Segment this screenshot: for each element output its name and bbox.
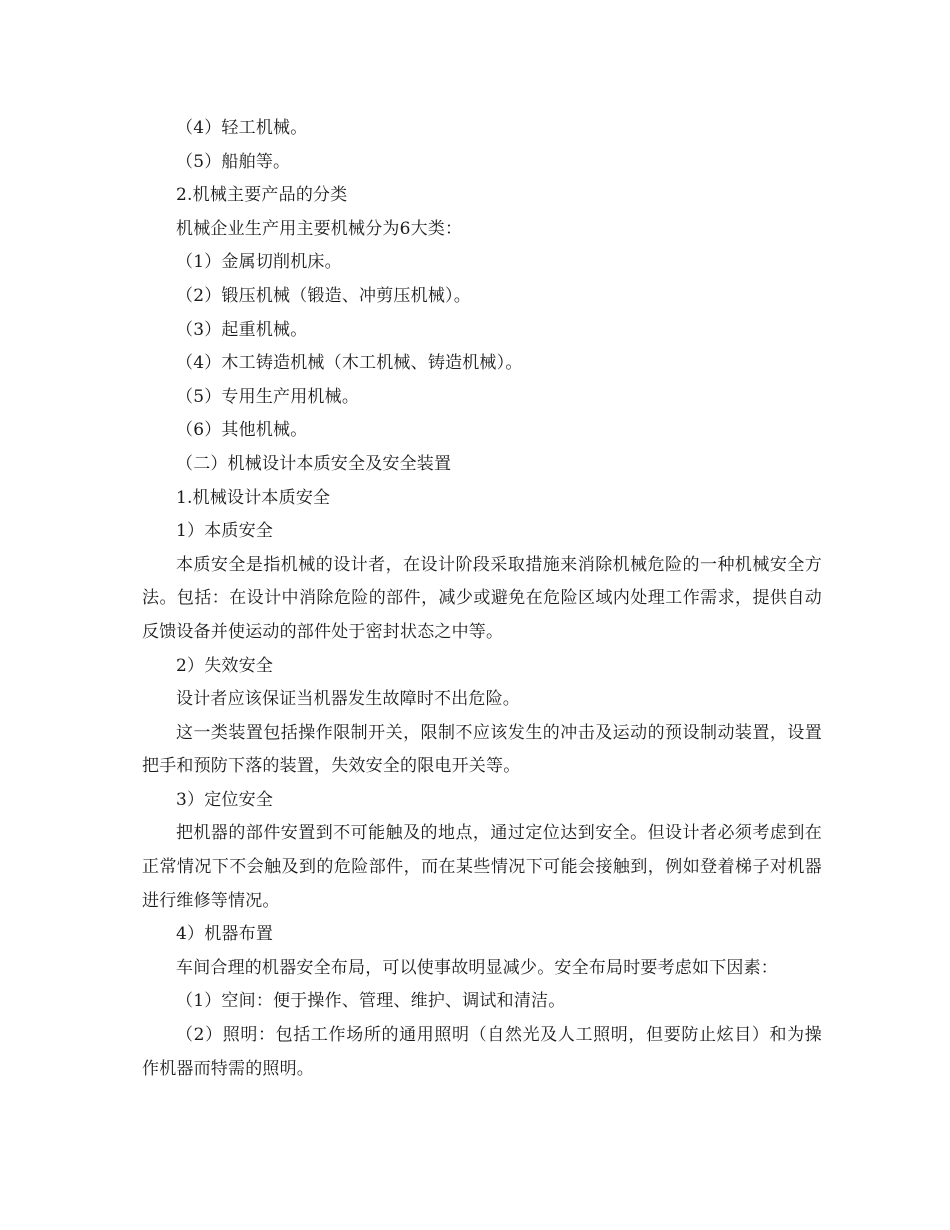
list-item-forging: （2）锻压机械（锻造、冲剪压机械）。	[176, 285, 471, 306]
subsection-heading-intrinsic-safety: 1.机械设计本质安全	[176, 487, 331, 508]
list-item-metal-cutting: （1）金属切削机床。	[176, 252, 342, 273]
paragraph-intrinsic-safety: 本质安全是指机械的设计者，在设计阶段采取措施来消除机械危险的一种机械安全方法。包括：在设计中消除危险的部件，减少或避免在危险区域内处理工作需求，提供自动反馈设备并使运动的部件处于密封状态之中等。	[142, 554, 822, 642]
section-heading-product-classification: 2.机械主要产品的分类	[176, 185, 348, 206]
list-item-lifting: （3）起重机械。	[176, 319, 308, 340]
item-heading-intrinsic-safety: 1）本质安全	[176, 521, 274, 542]
paragraph-positioning-safety: 把机器的部件安置到不可能触及的地点，通过定位达到安全。但设计者必须考虑到在正常情况下不会触及到的危险部件，而在某些情况下可能会接触到，例如登着梯子对机器进行维修等情况。	[142, 823, 822, 911]
paragraph-machine-layout: 车间合理的机器安全布局，可以使事故明显减少。安全布局时要考虑如下因素：	[176, 957, 778, 978]
paragraph-fail-safe-designer: 设计者应该保证当机器发生故障时不出危险。	[176, 689, 520, 710]
list-item-light-industry: （4）轻工机械。	[176, 118, 308, 138]
list-item-special-production: （5）专用生产用机械。	[176, 386, 360, 407]
paragraph-fail-safe-devices: 这一类装置包括操作限制开关，限制不应该发生的冲击及运动的预设制动装置，设置把手和预防下落的装置，失效安全的限电开关等。	[142, 722, 822, 777]
document-page	[142, 112, 822, 1086]
paragraph-six-categories: 机械企业生产用主要机械分为6大类：	[176, 218, 463, 239]
item-heading-fail-safe: 2）失效安全	[176, 655, 274, 676]
list-item-other: （6）其他机械。	[176, 420, 308, 441]
list-item-space: （1）空间：便于操作、管理、维护、调试和清洁。	[176, 991, 566, 1012]
item-heading-positioning-safety: 3）定位安全	[176, 789, 274, 810]
item-heading-machine-layout: 4）机器布置	[176, 924, 274, 945]
section-heading-design-safety: （二）机械设计本质安全及安全装置	[176, 453, 452, 474]
list-item-ships: （5）船舶等。	[176, 151, 291, 172]
list-item-woodworking-casting: （4）木工铸造机械（木工机械、铸造机械）。	[176, 353, 523, 374]
list-item-lighting: （2）照明：包括工作场所的通用照明（自然光及人工照明，但要防止炫目）和为操作机器而特需的照明。	[142, 1025, 822, 1079]
